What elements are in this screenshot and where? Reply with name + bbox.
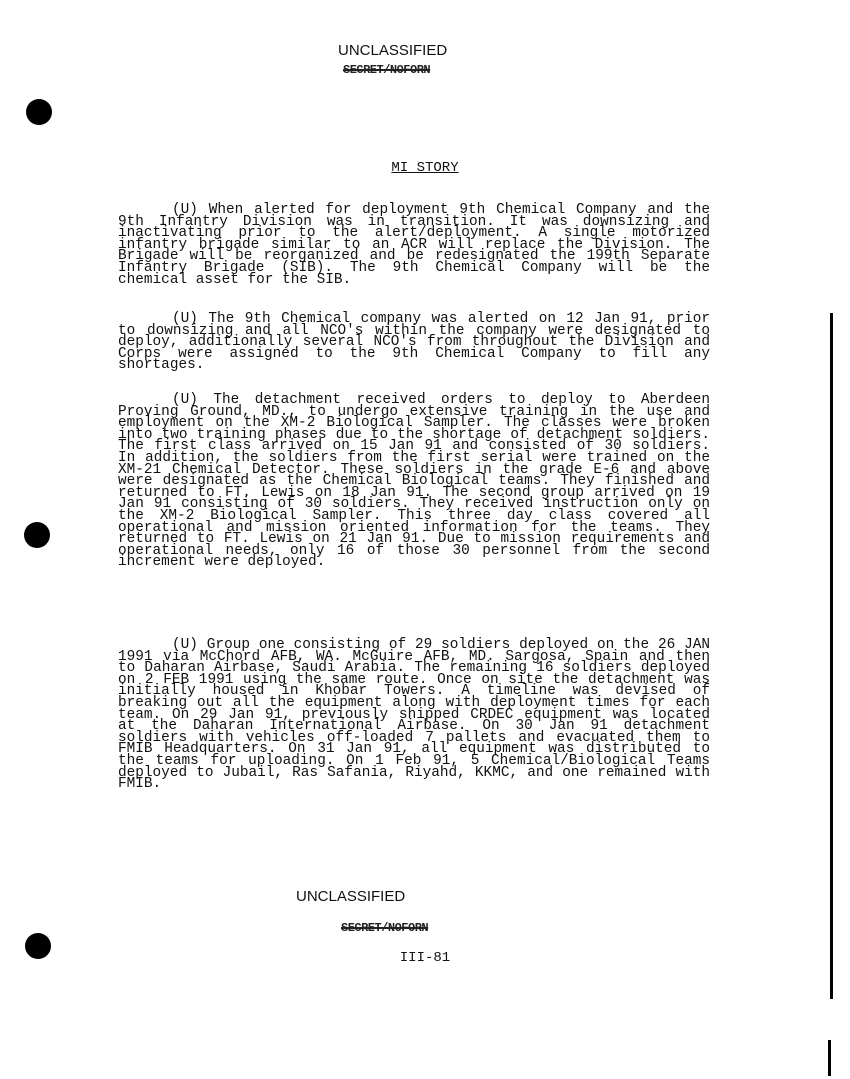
- paragraph-1-mark: (U): [172, 202, 198, 218]
- page-number: III-81: [399, 950, 451, 966]
- paragraph-2-mark: (U): [172, 311, 198, 327]
- header-struck-marking: SECRET/NOFORN: [343, 63, 431, 77]
- footer-struck-marking: SECRET/NOFORN: [341, 921, 429, 935]
- paragraph-3: [118, 392, 710, 571]
- footer-classification: UNCLASSIFIED: [296, 888, 406, 905]
- paragraph-1-text: When alerted for deployment 9th Chemical Company and the 9th Infantry Division was in transition. It was downsizing and inactivating prior to the alert/deployment. A single motorized infantry brigade similar to an ACR will replace the Division. The Brigade will be reorganized and be redesignated the 199th Separate Infantry Brigade (SIB). The 9th Chemical Company will be the chemical asset for the SIB.: [118, 202, 710, 288]
- paragraph-1: [118, 202, 710, 288]
- scan-edge-line: [830, 313, 833, 999]
- paragraph-2-text: The 9th Chemical company was alerted on 12 Jan 91, prior to downsizing and all NCO's within the company were designated to deploy, additionally several NCO's from throughout the Division and Corps were assigned to the 9th Chemical Company to fill any shortages.: [118, 311, 711, 374]
- document-title: MI STORY: [391, 160, 459, 176]
- header-classification: UNCLASSIFIED: [338, 42, 448, 59]
- paragraph-3-text: The detachment received orders to deploy to Aberdeen Proving Ground, MD., to undergo extensive training in the use and employment on the XM-2 Biological Sampler. The classes were broken into two training phases due to the shortage of detachment soldiers. The first class arrived on 15 Jan 91 and consisted of 30 soldiers. In addition, the soldiers from the first serial were trained on the XM-21 Chemical Detector. These soldiers in the grade E-6 and above were designated as the Chemical Biological teams. They finished and returned to FT. Lewis on 18 Jan 91. The second group arrived on 19 Jan 91 consisting of 30 soldiers. They received instruction only on the XM-2 Biological Sampler. This three day class covered all operational and mission oriented information for the teams. They returned to FT. Lewis on 21 Jan 91. Due to mission requirements and operational needs, only 16 of those 30 personnel from the second increment were deployed.: [118, 392, 710, 571]
- paragraph-4: [118, 637, 710, 793]
- binder-hole-middle: [24, 522, 50, 548]
- paragraph-3-mark: (U): [172, 392, 198, 408]
- paragraph-4-mark: (U): [172, 637, 198, 653]
- paragraph-2: [118, 311, 711, 374]
- scan-edge-line-lower: [828, 1040, 831, 1076]
- binder-hole-top: [26, 99, 52, 125]
- paragraph-4-text: Group one consisting of 29 soldiers deployed on the 26 JAN 1991 via McChord AFB, WA. McGuire AFB, MD. Sargosa, Spain and then to Daharan Airbase, Saudi Arabia. The remaining 16 soldiers deployed on 2 FEB 1991 using the same route. Once on site the detachment was initially housed in Khobar Towers. A timeline was devised of breaking out all the equipment along with deployment times for each team. On 29 Jan 91, previously shipped CRDEC equipment was located at the Daharan International Airbase. On 30 Jan 91 detachment soldiers with vehicles off-loaded 7 pallets and evacuated them to FMIB Headquarters. On 31 Jan 91, all equipment was distributed to the teams for uploading. On 1 Feb 91, 5 Chemical/Biological Teams deployed to Jubail, Ras Safania, Riyahd, KKMC, and one remained with FMIB.: [118, 637, 710, 793]
